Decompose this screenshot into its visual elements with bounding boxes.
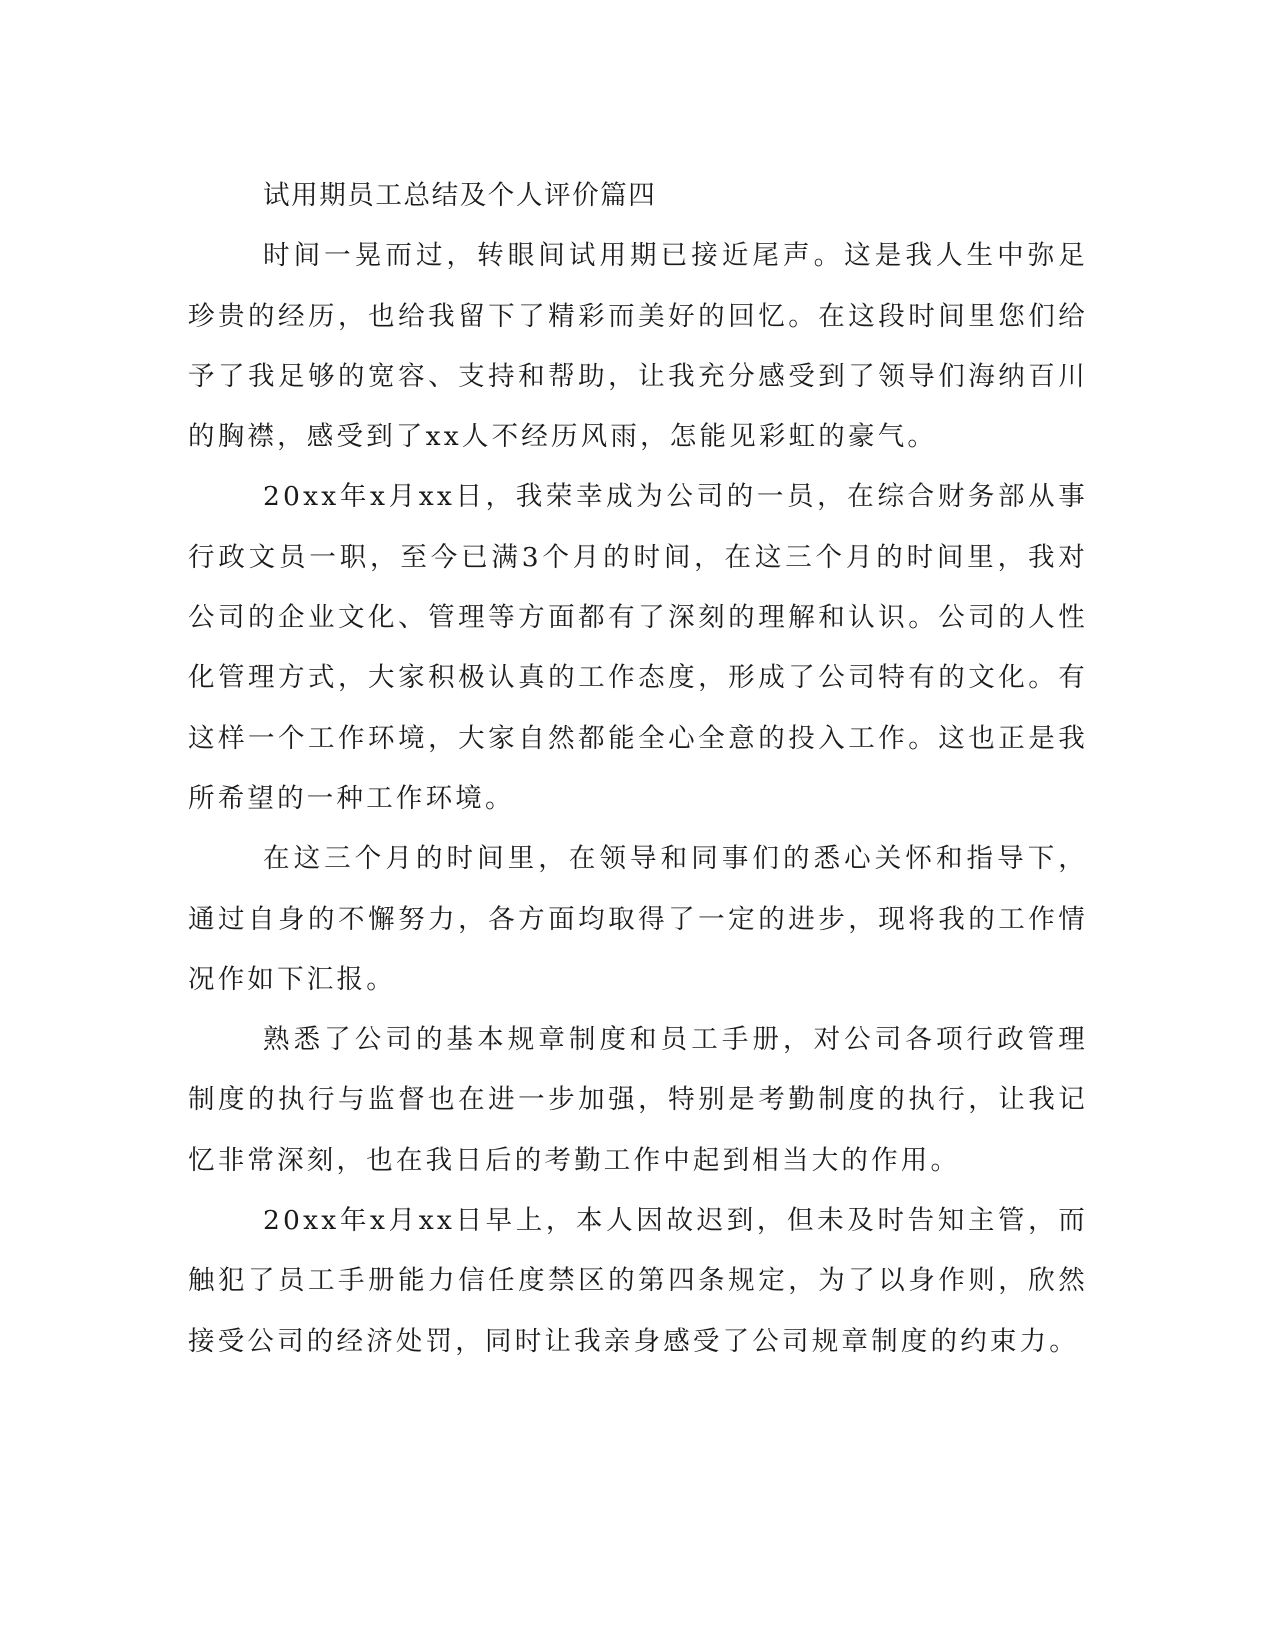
paragraph-4: 熟悉了公司的基本规章制度和员工手册，对公司各项行政管理制度的执行与监督也在进一步加强，特别是考勤制度的执行，让我记忆非常深刻，也在我日后的考勤工作中起到相当大的作用。 <box>188 1024 1088 1176</box>
paragraph-5: 20xx年x月xx日早上，本人因故迟到，但未及时告知主管，而触犯了员工手册能力信任度禁区的第四条规定，为了以身作则，欣然接受公司的经济处罚，同时让我亲身感受了公司规章制度的约束力。 <box>188 1205 1088 1357</box>
document-title: 试用期员工总结及个人评价篇四 <box>263 180 657 211</box>
paragraph-3: 在这三个月的时间里，在领导和同事们的悉心关怀和指导下，通过自身的不懈努力，各方面均取得了一定的进步，现将我的工作情况作如下汇报。 <box>188 843 1088 995</box>
paragraph-2: 20xx年x月xx日，我荣幸成为公司的一员，在综合财务部从事行政文员一职，至今已满3个月的时间，在这三个月的时间里，我对公司的企业文化、管理等方面都有了深刻的理解和认识。公司的人性化管理方式，大家积极认真的工作态度，形成了公司特有的文化。有这样一个工作环境，大家自然都能全心全意的投入工作。这也正是我所希望的一种工作环境。 <box>188 481 1088 814</box>
document-body <box>188 166 1088 1372</box>
paragraph-1: 时间一晃而过，转眼间试用期已接近尾声。这是我人生中弥足珍贵的经历，也给我留下了精彩而美好的回忆。在这段时间里您们给予了我足够的宽容、支持和帮助，让我充分感受到了领导们海纳百川的胸襟，感受到了xx人不经历风雨，怎能见彩虹的豪气。 <box>188 240 1088 453</box>
